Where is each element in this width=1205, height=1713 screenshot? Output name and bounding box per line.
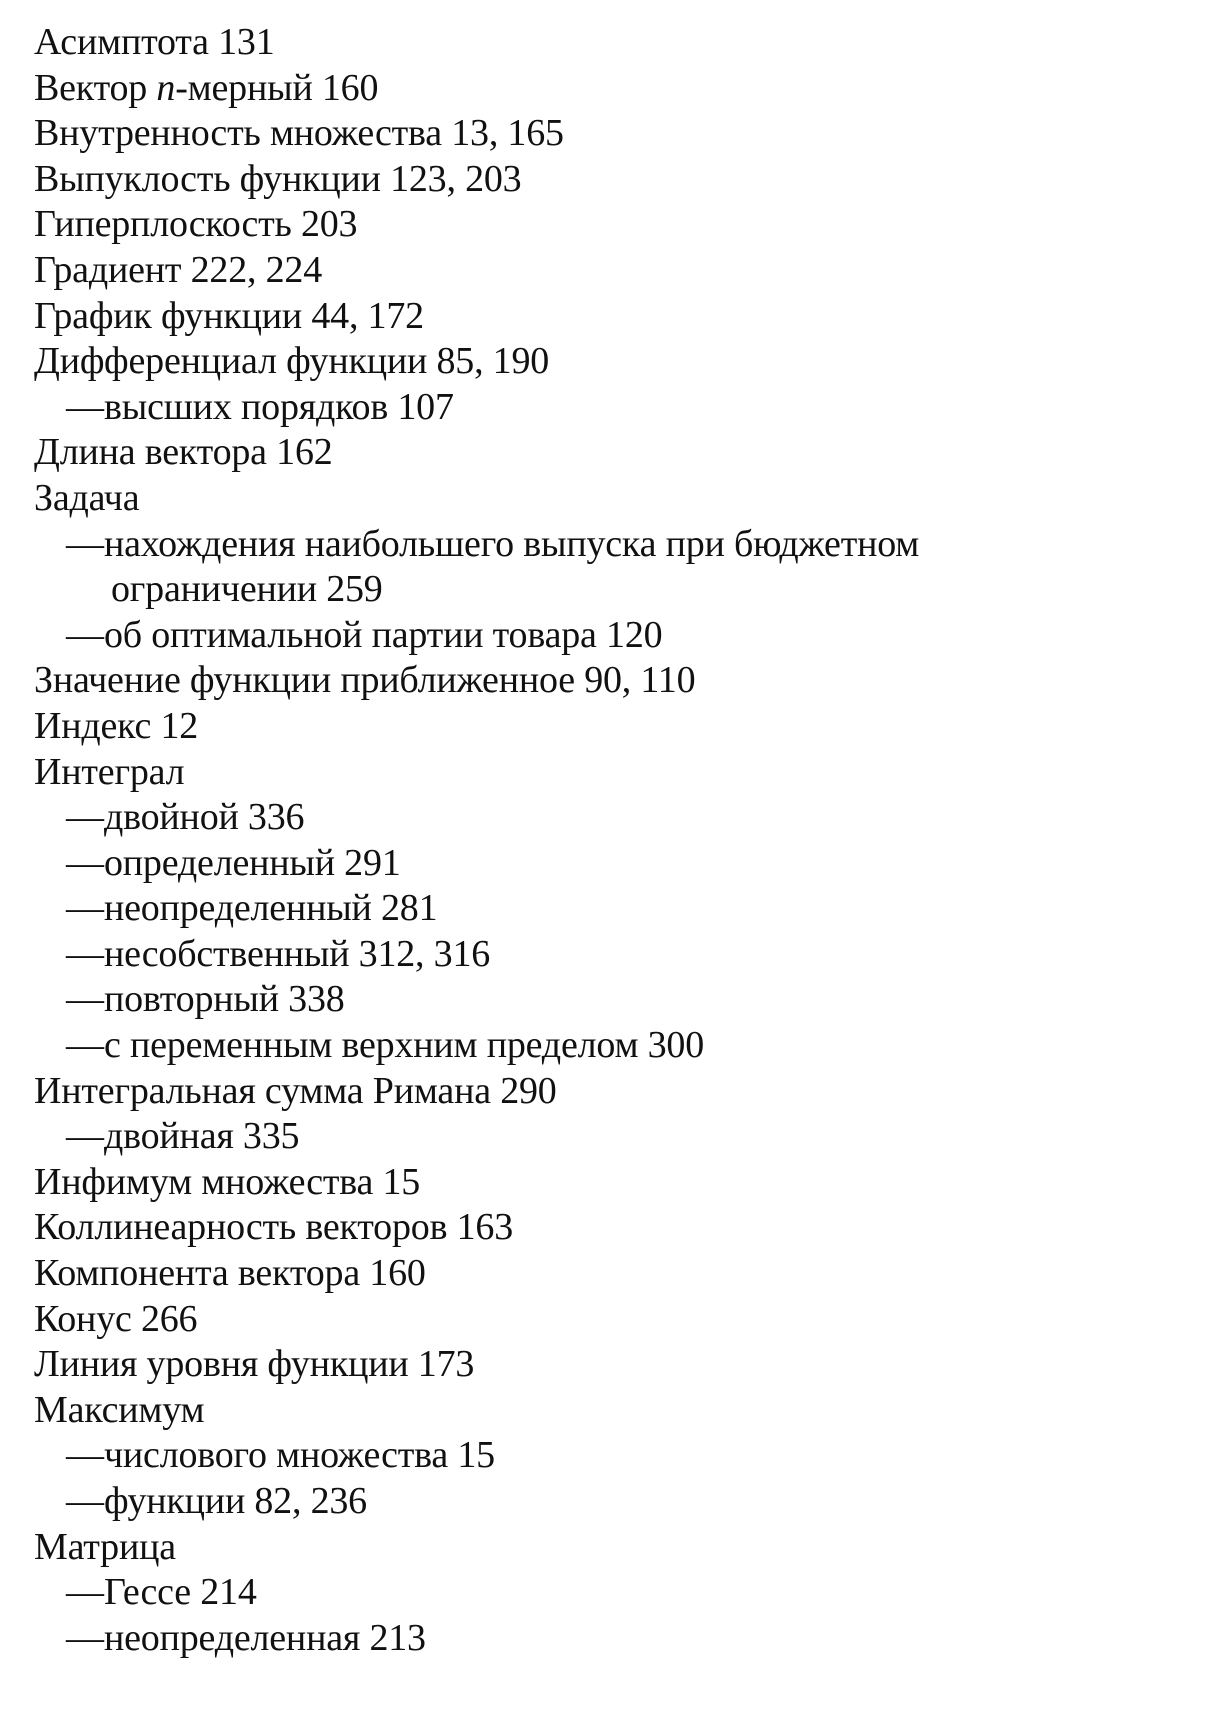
dash-mark: — — [66, 1024, 104, 1067]
index-entry: Интегральная сумма Римана 290 — [34, 1069, 557, 1112]
index-subentry: —определенный 291 — [34, 841, 1154, 887]
dash-mark: — — [66, 1115, 104, 1158]
index-entry: Значение функции приближенное 90, 110 — [34, 659, 696, 702]
dash-mark: — — [66, 522, 104, 565]
index-subentry: —несобственный 312, 316 — [34, 932, 1154, 978]
index-entry: Матрица — [34, 1525, 176, 1568]
index-entry: Интеграл — [34, 750, 185, 793]
index-subentry: —двойная 335 — [34, 1114, 1154, 1160]
index-entry: Коллинеарность векторов 163 — [34, 1206, 514, 1249]
index-subentry: —Гессе 214 — [34, 1570, 1154, 1616]
dash-mark: — — [66, 1571, 104, 1614]
dash-mark: — — [66, 385, 104, 428]
index-subentry: —об оптимальной партии товара 120 — [34, 613, 1154, 659]
dash-mark: — — [66, 1616, 104, 1659]
subject-index-list — [34, 20, 1154, 1661]
index-entry: Индекс 12 — [34, 704, 199, 747]
dash-mark: — — [66, 887, 104, 930]
index-subentry: —неопределенная 213 — [34, 1616, 1154, 1662]
index-subentry-continuation: ограничении 259 — [111, 568, 383, 611]
dash-mark: — — [66, 1480, 104, 1522]
dash-mark: — — [66, 932, 104, 975]
index-entry: Линия уровня функции 173 — [34, 1343, 475, 1386]
index-subentry: —неопределенный 281 — [34, 886, 1154, 932]
index-entry: Выпуклость функции 123, 203 — [34, 157, 522, 200]
index-entry: Задача — [34, 476, 140, 519]
dash-mark: — — [66, 796, 104, 839]
dash-mark: — — [66, 978, 104, 1021]
index-subentry: —числового множества 15 — [34, 1433, 1154, 1479]
index-entry: Вектор n-мерный 160 — [34, 66, 379, 109]
index-subentry: —функции 82, 236 — [34, 1479, 1154, 1525]
index-entry: Дифференциал функции 85, 190 — [34, 340, 550, 383]
index-entry: Инфимум множества 15 — [34, 1160, 421, 1203]
index-subentry: —нахождения наибольшего выпуска при бюджетном — [34, 522, 1154, 568]
index-entry: Асимптота 131 — [34, 21, 275, 63]
index-entry: Внутренность множества 13, 165 — [34, 112, 564, 155]
index-subentry: —повторный 338 — [34, 977, 1154, 1023]
index-subentry: —с переменным верхним пределом 300 — [34, 1023, 1154, 1069]
index-entry: Длина вектора 162 — [34, 431, 333, 474]
index-entry: Гиперплоскость 203 — [34, 203, 358, 246]
index-entry: Компонента вектора 160 — [34, 1252, 426, 1295]
index-subentry: —двойной 336 — [34, 795, 1154, 841]
index-entry: Конус 266 — [34, 1297, 198, 1340]
index-entry: Максимум — [34, 1388, 205, 1431]
dash-mark: — — [66, 613, 104, 656]
dash-mark: — — [66, 1434, 104, 1477]
index-subentry: —высших порядков 107 — [34, 385, 1154, 431]
index-entry: Градиент 222, 224 — [34, 248, 323, 291]
index-entry: График функции 44, 172 — [34, 294, 424, 337]
dash-mark: — — [66, 841, 104, 884]
